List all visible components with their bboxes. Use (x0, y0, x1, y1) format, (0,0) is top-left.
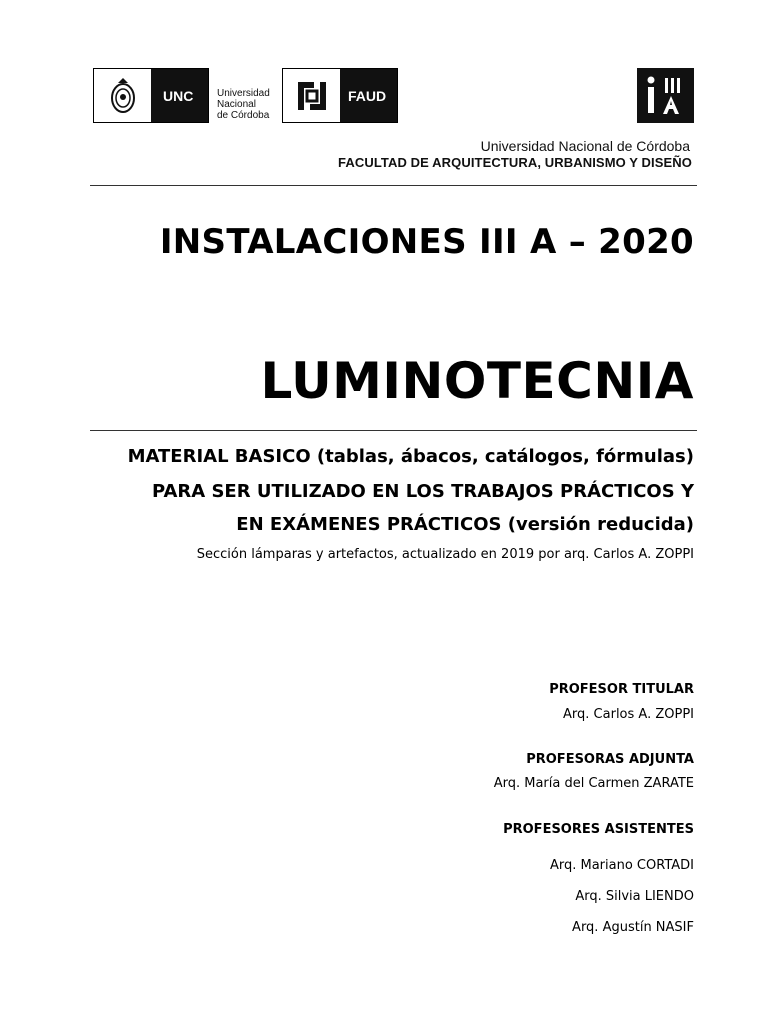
update-note: Sección lámparas y artefactos, actualizado en 2019 por arq. Carlos A. ZOPPI (196, 547, 694, 562)
ia-logo (637, 68, 694, 123)
unc-name-text: Universidad Nacional de Córdoba (217, 88, 270, 121)
faculty-name: FACULTAD DE ARQUITECTURA, URBANISMO Y DISEÑO (338, 155, 692, 170)
asistente-name: Arq. Silvia LIENDO (575, 889, 694, 904)
subtitle-line-1: MATERIAL BASICO (tablas, ábacos, catálogos, fórmulas) (127, 446, 694, 467)
unc-logo-text: UNC (151, 69, 208, 122)
faud-logo-text: FAUD (340, 69, 397, 122)
subtitle-line-3: EN EXÁMENES PRÁCTICOS (versión reducida) (236, 514, 694, 535)
subtitle-line-2: PARA SER UTILIZADO EN LOS TRABAJOS PRÁCTICOS Y (151, 481, 694, 502)
ia-logo-icon (637, 68, 694, 123)
unc-seal-icon (94, 69, 151, 122)
adjunta-name: Arq. María del Carmen ZARATE (493, 776, 694, 791)
asistente-name: Arq. Mariano CORTADI (549, 858, 694, 873)
asistente-name: Arq. Agustín NASIF (572, 920, 694, 935)
titular-name: Arq. Carlos A. ZOPPI (563, 707, 694, 722)
faud-logo (282, 68, 398, 123)
header-divider (90, 185, 697, 186)
titular-role: PROFESOR TITULAR (549, 682, 694, 697)
asistentes-role: PROFESORES ASISTENTES (503, 822, 694, 837)
faud-mark-icon (283, 69, 340, 122)
subject-title: LUMINOTECNIA (260, 352, 694, 410)
unc-logo (93, 68, 209, 123)
title-divider (90, 430, 697, 431)
university-name: Universidad Nacional de Córdoba (480, 138, 690, 154)
course-title: INSTALACIONES III A – 2020 (159, 222, 694, 262)
adjunta-role: PROFESORAS ADJUNTA (526, 752, 694, 767)
